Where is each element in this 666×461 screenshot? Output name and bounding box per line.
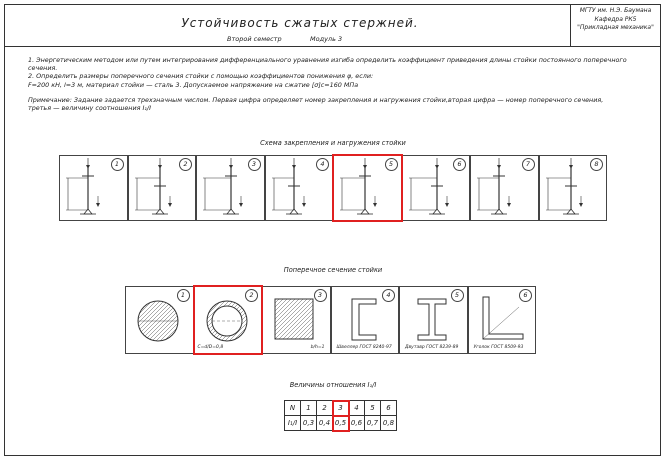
ratio-index: 3 bbox=[333, 401, 349, 416]
ratio-caption: Величины отношения I₁/I bbox=[289, 381, 377, 389]
scheme-cell bbox=[196, 155, 265, 221]
section-label: C=d/D=0,8 bbox=[197, 345, 224, 350]
scheme-number: 1 bbox=[111, 158, 124, 171]
scheme-caption: Схема закрепления и нагружения стойки bbox=[260, 139, 406, 147]
ratio-value: 0,7 bbox=[365, 416, 381, 431]
section-cell bbox=[262, 286, 331, 354]
section-cell bbox=[468, 286, 537, 354]
org-line: "Прикладная механика" bbox=[577, 24, 654, 31]
module-label: Модуль 3 bbox=[310, 35, 343, 43]
scheme-number: 3 bbox=[248, 158, 261, 171]
section-label: Швеллер ГОСТ 8240-97 bbox=[336, 345, 392, 350]
scheme-number: 6 bbox=[453, 158, 466, 171]
section-label: b/h=1 bbox=[310, 345, 325, 350]
section-cell bbox=[331, 286, 400, 354]
section-label: Уголок ГОСТ 8509-93 bbox=[473, 345, 524, 350]
scheme-number: 4 bbox=[316, 158, 329, 171]
section-number: 4 bbox=[382, 289, 395, 302]
org-line: МГТУ им. Н.Э. Баумана bbox=[579, 7, 652, 14]
ratio-value: 0,3 bbox=[301, 416, 317, 431]
ratio-value: 0,4 bbox=[317, 416, 333, 431]
scheme-number: 8 bbox=[590, 158, 603, 171]
scheme-cell bbox=[539, 155, 608, 221]
scheme-cell bbox=[59, 155, 128, 221]
section-cell bbox=[194, 286, 263, 354]
ratio-value: 0,5 bbox=[333, 416, 349, 431]
ratio-value: 0,8 bbox=[381, 416, 397, 431]
header-divider bbox=[5, 46, 660, 47]
scheme-cell bbox=[402, 155, 471, 221]
row-header: I₁/I bbox=[285, 416, 301, 431]
semester-label: Второй семестр bbox=[227, 35, 282, 43]
section-number: 5 bbox=[451, 289, 464, 302]
task-line-3: F=200 кН, l=3 м, материал стойки — сталь 3. Допускаемое напряжение на сжатие [σ]с=160 МПа bbox=[28, 81, 359, 89]
task-line-1: 1. Энергетическим методом или путем интегрирования дифференциального уравнения изгиба определить коэффициент приведения длины стойки постоянного поперечного сечения. bbox=[28, 56, 627, 73]
scheme-cell bbox=[128, 155, 197, 221]
section-number: 3 bbox=[314, 289, 327, 302]
section-cell bbox=[399, 286, 468, 354]
scheme-cell bbox=[333, 155, 402, 221]
ratio-index: 6 bbox=[381, 401, 397, 416]
task-note: Примечание: Задание задается трехзначным числом. Первая цифра определяет номер закрепления и нагружения стойки,вторая цифра — номер поперечного сечения, третья — величину соотношения I₁/I bbox=[28, 96, 604, 113]
scheme-number: 7 bbox=[522, 158, 535, 171]
ratio-index: 4 bbox=[349, 401, 365, 416]
section-cell bbox=[125, 286, 194, 354]
scheme-cell bbox=[265, 155, 334, 221]
scheme-number: 2 bbox=[179, 158, 192, 171]
ratio-table bbox=[284, 400, 397, 431]
section-label: Двутавр ГОСТ 8239-89 bbox=[405, 345, 459, 350]
row-header: N bbox=[285, 401, 301, 416]
ratio-value: 0,6 bbox=[349, 416, 365, 431]
section-row bbox=[125, 286, 536, 354]
section-number: 1 bbox=[177, 289, 190, 302]
ratio-index: 2 bbox=[317, 401, 333, 416]
org-line: Кафедра РК5 bbox=[594, 15, 637, 23]
page-title: Устойчивость сжатых стержней. bbox=[181, 16, 419, 30]
scheme-row bbox=[59, 155, 607, 221]
section-caption: Поперечное сечение стойки bbox=[283, 266, 383, 274]
section-number: 2 bbox=[245, 289, 258, 302]
organization-block bbox=[570, 5, 660, 46]
scheme-number: 5 bbox=[385, 158, 398, 171]
task-line-2: 2. Определить размеры поперечного сечения стойки с помощью коэффициентов понижения φ, если: bbox=[28, 72, 374, 80]
section-number: 6 bbox=[519, 289, 532, 302]
ratio-index: 5 bbox=[365, 401, 381, 416]
ratio-index: 1 bbox=[301, 401, 317, 416]
scheme-cell bbox=[470, 155, 539, 221]
